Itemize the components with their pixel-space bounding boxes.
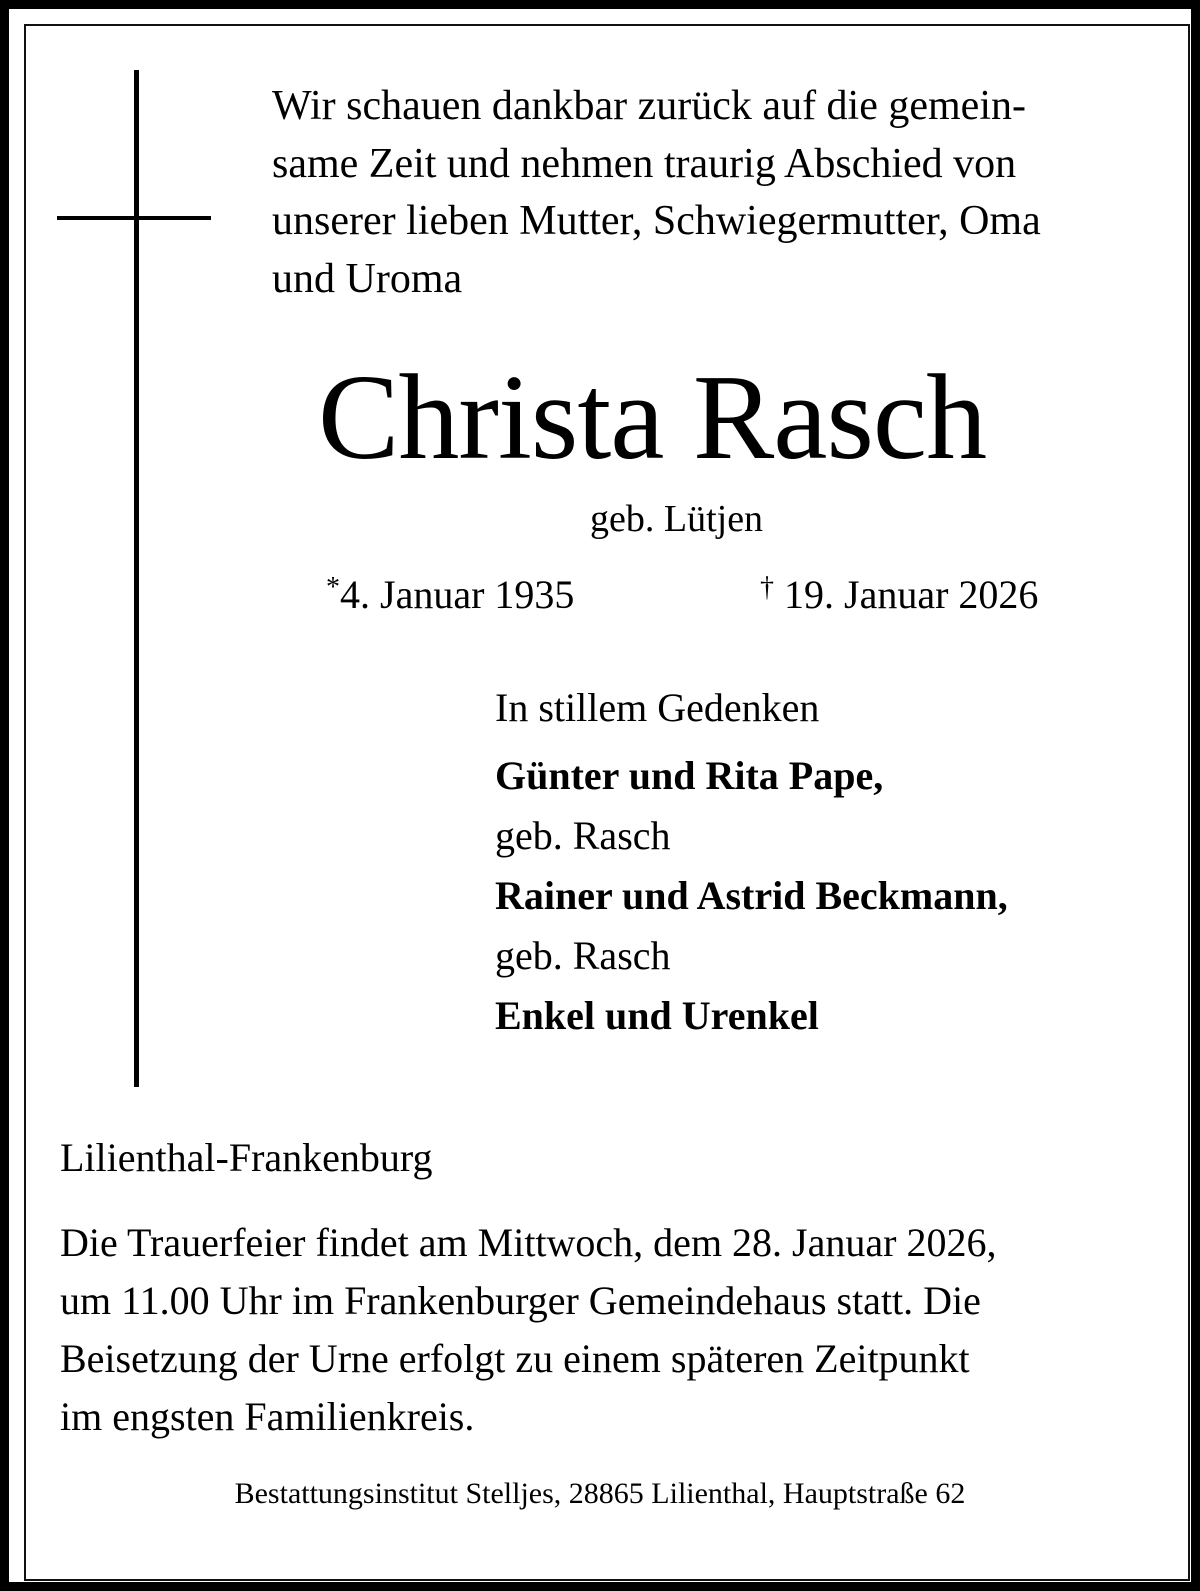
death-date-text: 19. Januar 2026	[774, 572, 1039, 617]
notice-line: um 11.00 Uhr im Frankenburger Gemeindehaus statt. Die	[60, 1278, 981, 1323]
birth-date	[326, 560, 574, 623]
mourners-heading: In stillem Gedenken	[495, 685, 820, 730]
intro-line: same Zeit und nehmen traurig Abschied von	[272, 140, 1017, 187]
cross-icon-horizontal	[57, 216, 211, 220]
intro-line: Wir schauen dankbar zurück auf die gemein-	[272, 83, 1026, 129]
notice-line: Beisetzung der Urne erfolgt zu einem späteren Zeitpunkt	[60, 1336, 970, 1381]
birth-star-icon: *	[326, 572, 340, 603]
maiden-name: geb. Lütjen	[590, 498, 764, 540]
place: Lilienthal-Frankenburg	[60, 1135, 433, 1180]
undertaker-info: Bestattungsinstitut Stelljes, 28865 Lilienthal, Hauptstraße 62	[234, 1477, 966, 1510]
notice-line: Die Trauerfeier findet am Mittwoch, dem 28. Januar 2026,	[60, 1220, 997, 1265]
cross-icon-vertical	[134, 70, 139, 1087]
mourner-note: geb. Rasch	[495, 933, 671, 978]
mourners-block	[495, 678, 1008, 1046]
intro-line: unserer lieben Mutter, Schwiegermutter, Oma	[272, 198, 1041, 244]
mourner-name: Günter und Rita Pape,	[495, 753, 884, 798]
funeral-notice	[60, 1214, 996, 1446]
mourner-name: Enkel und Urenkel	[495, 993, 819, 1038]
birth-date-text: 4. Januar 1935	[340, 572, 575, 617]
notice-line: im engsten Familienkreis.	[60, 1394, 475, 1439]
mourner-note: geb. Rasch	[495, 813, 671, 858]
mourner-name: Rainer und Astrid Beckmann,	[495, 873, 1008, 918]
deceased-name: Christa Rasch	[318, 350, 987, 485]
death-dagger-icon: †	[760, 572, 774, 603]
intro-text	[272, 78, 1041, 308]
death-date	[760, 560, 1038, 623]
intro-line: und Uroma	[272, 255, 463, 302]
